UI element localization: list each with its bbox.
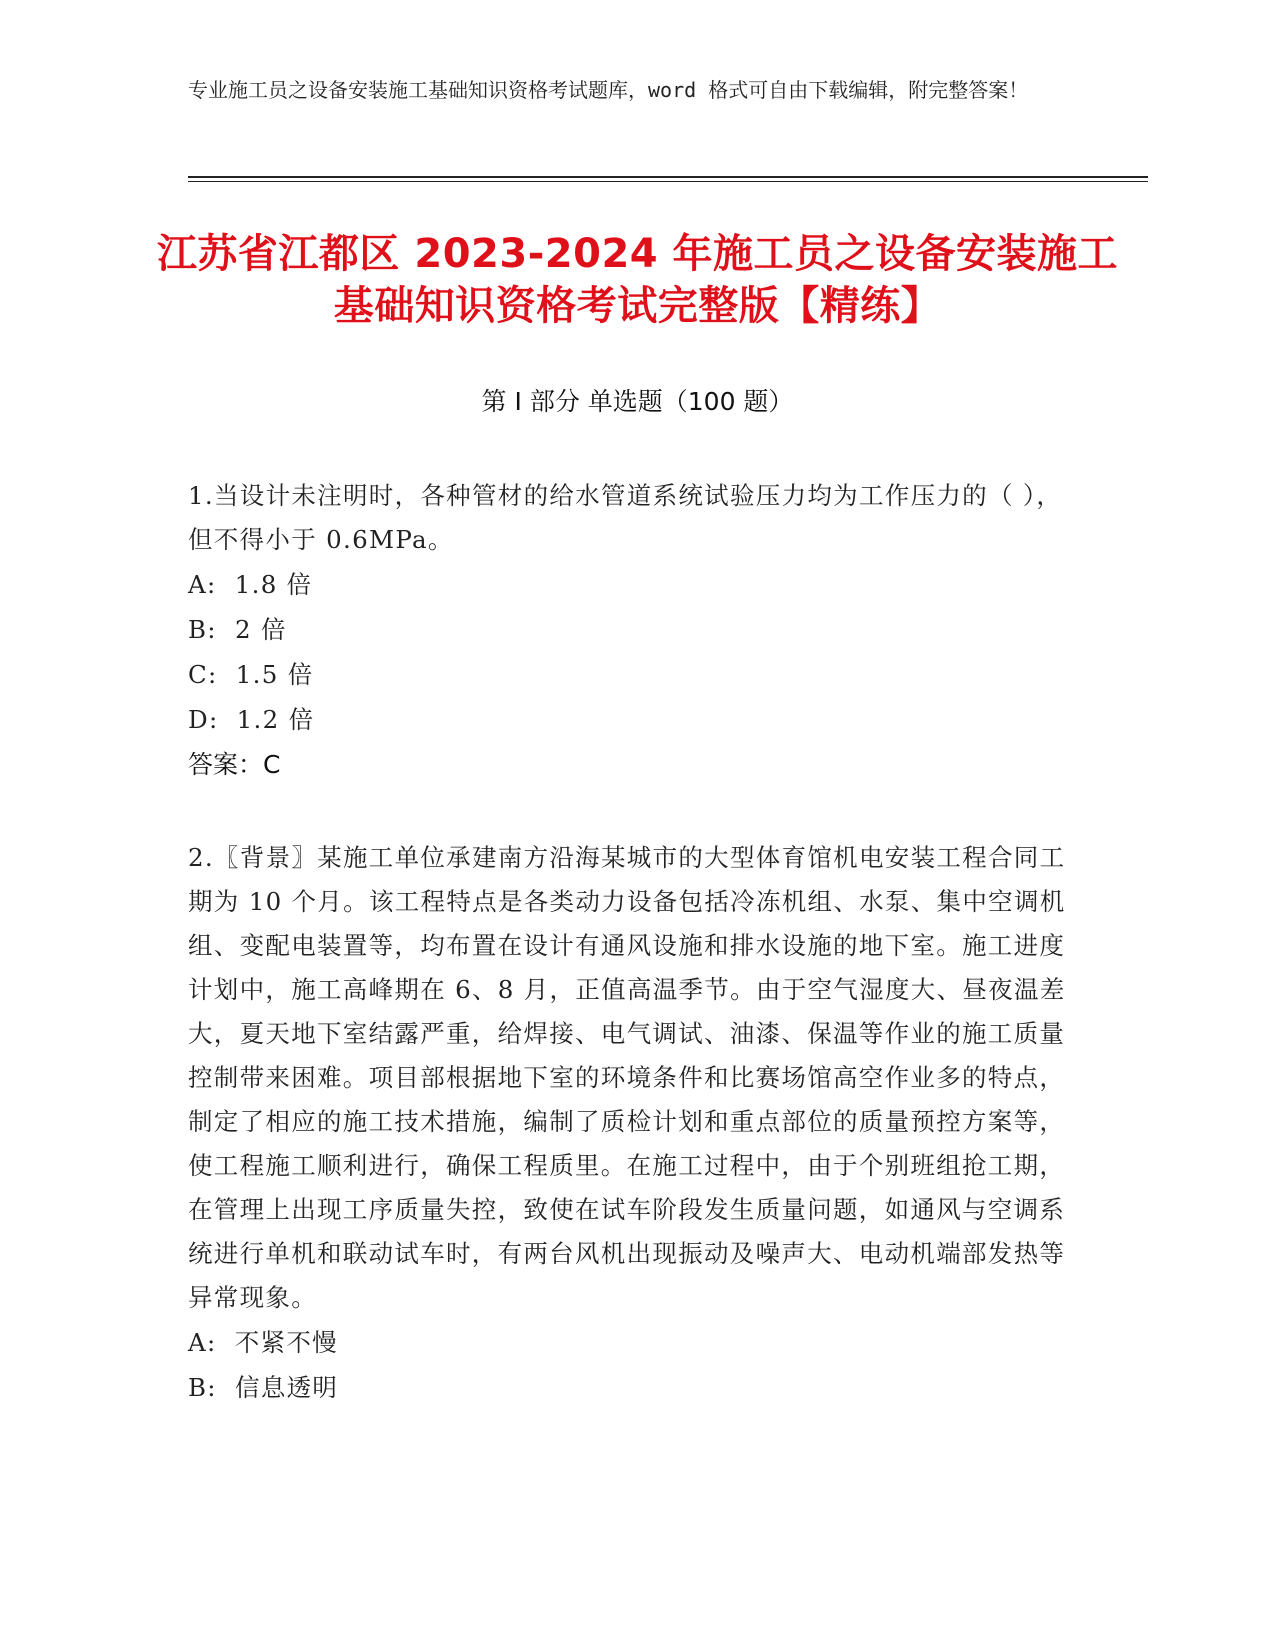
option-b: B: 信息透明 [188, 1373, 339, 1402]
answer-label: 答案：C [188, 750, 281, 779]
option-a: A: 不紧不慢 [188, 1328, 338, 1357]
header-divider [188, 176, 1148, 178]
option-b: B: 2 倍 [188, 615, 287, 644]
question-stem: 2.〖背景〗某施工单位承建南方沿海某城市的大型体育馆机电安装工程合同工期为 10 个月。该工程特点是各类动力设备包括冷冻机组、水泵、集中空调机组、变配电装置等，均布置在设计有通风设施和排水设施的地下室。施工进度计划中，施工高峰期在 6、8 月，正值高温季节。由于空气湿度大、昼夜温差大，夏天地下室结露严重，给焊接、电气调试、油漆、保温等作业的施工质量控制带来困难。项目部根据地下室的环境条件和比赛场馆高空作业多的特点，制定了相应的施工技术措施，编制了质检计划和重点部位的质量预控方案等，使工程施工顺利进行，确保工程质里。在施工过程中，由于个别班组抢工期，在管理上出现工序质量失控，致使在试车阶段发生质量问题，如通风与空调系统进行单机和联动试车时，有两台风机出现振动及噪声大、电动机端部发热等异常现象。 [188, 843, 1066, 1312]
document-title: 江苏省江都区 2023-2024 年施工员之设备安装施工基础知识资格考试完整版【精练】 [156, 231, 1119, 329]
question-1 [188, 474, 1068, 787]
option-a: A: 1.8 倍 [188, 570, 313, 599]
question-2 [188, 836, 1068, 1410]
header-note: 专业施工员之设备安装施工基础知识资格考试题库，word 格式可自由下载编辑，附完整答案！ [188, 78, 1029, 102]
header-divider-thin [188, 181, 1148, 182]
section-title: 第 I 部分 单选题（100 题） [481, 387, 794, 416]
question-stem: 1.当设计未注明时，各种管材的给水管道系统试验压力均为工作压力的（ ），但不得小于 0.6MPa。 [188, 481, 1063, 554]
option-d: D: 1.2 倍 [188, 705, 315, 734]
option-c: C: 1.5 倍 [188, 660, 314, 689]
